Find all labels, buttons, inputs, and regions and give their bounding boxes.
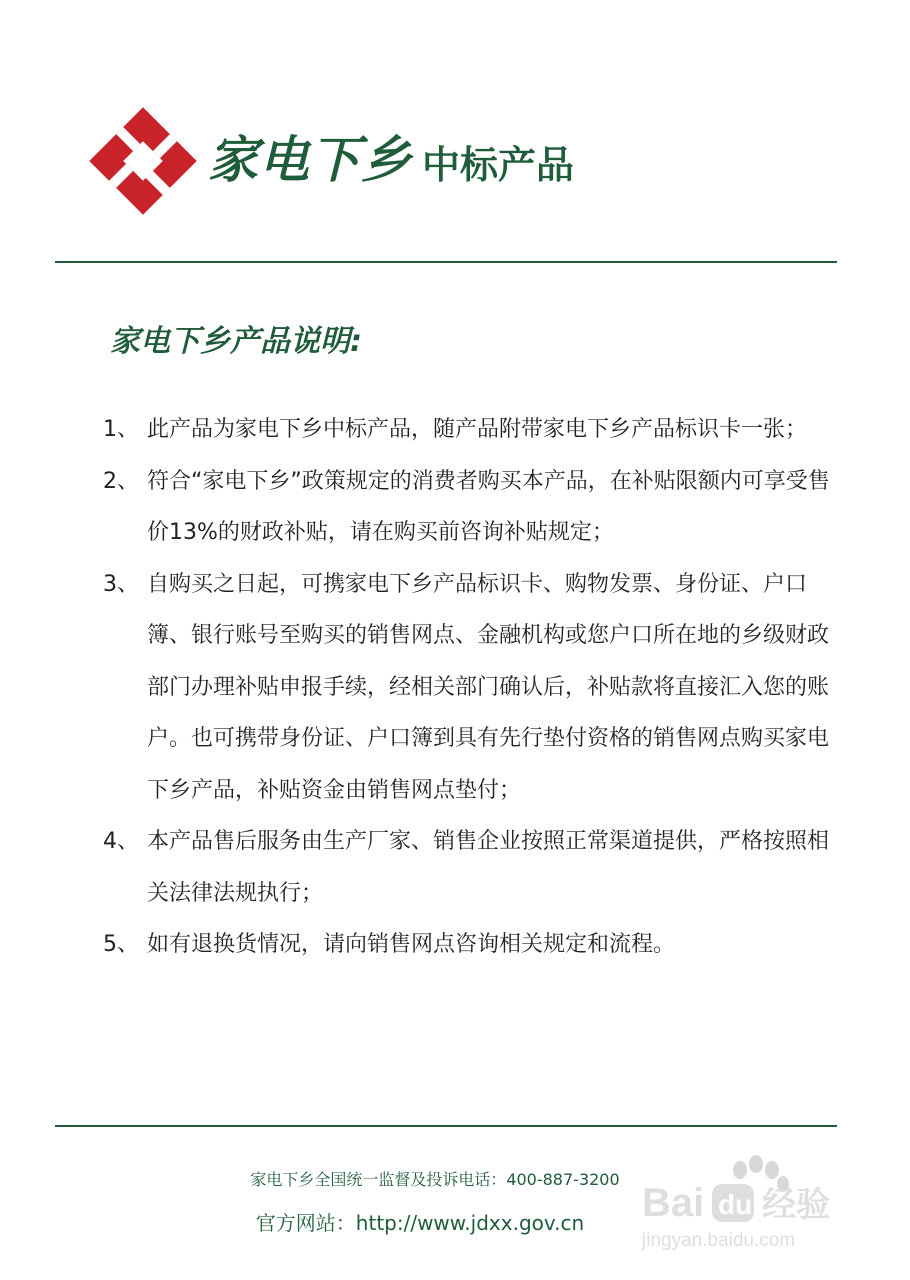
item-text: 此产品为家电下乡中标产品，随产品附带家电下乡产品标识卡一张； [147, 417, 808, 442]
bottom-divider [55, 1125, 837, 1127]
svg-text:经验: 经验 [762, 1185, 830, 1225]
baidu-jingyan-watermark-icon [640, 1150, 880, 1260]
list-item [103, 456, 843, 559]
item-text: 如有退换货情况，请向销售网点咨询相关规定和流程。 [147, 932, 676, 957]
item-number: 1、 [103, 417, 139, 442]
item-number: 3、 [103, 571, 139, 597]
item-text: 本产品售后服务由生产厂家、销售企业按照正常渠道提供，严格按照相关法律法规执行； [147, 829, 830, 906]
svg-text:du: du [718, 1189, 753, 1220]
list-item [103, 559, 843, 817]
list-item [103, 404, 843, 456]
family-appliance-logo-icon [88, 106, 198, 216]
item-number: 2、 [103, 468, 139, 494]
logo-subtitle: 中标产品 [422, 143, 575, 187]
logo-title: 家电下乡 [208, 131, 412, 189]
list-item [103, 919, 843, 971]
item-text: 自购买之日起，可携家电下乡产品标识卡、购物发票、身份证、户口簿、银行账号至购买的销售网点、金融机构或您户口所在地的乡级财政部门办理补贴申报手续，经相关部门确认后，补贴款将直接汇入您的账户。也可携带身份证、户口簿到具有先行垫付资格的销售网点购买家电下乡产品，补贴资金由销售网点垫付； [147, 571, 830, 803]
official-website-link[interactable]: 官方网站：http://www.jdxx.gov.cn [255, 1211, 585, 1235]
item-number: 5、 [103, 932, 139, 957]
instructions-list [103, 404, 843, 971]
complaint-hotline: 家电下乡全国统一监督及投诉电话：400-887-3200 [250, 1170, 620, 1189]
top-divider [55, 261, 837, 263]
item-text: 符合“家电下乡”政策规定的消费者购买本产品，在补贴限额内可享受售价13%的财政补贴，请在购买前咨询补贴规定； [147, 468, 830, 545]
list-item [103, 816, 843, 919]
section-title: 家电下乡产品说明: [110, 324, 362, 359]
svg-text:jingyan.baidu.com: jingyan.baidu.com [642, 1230, 796, 1251]
svg-text:Bai: Bai [642, 1181, 705, 1225]
item-number: 4、 [103, 829, 139, 854]
